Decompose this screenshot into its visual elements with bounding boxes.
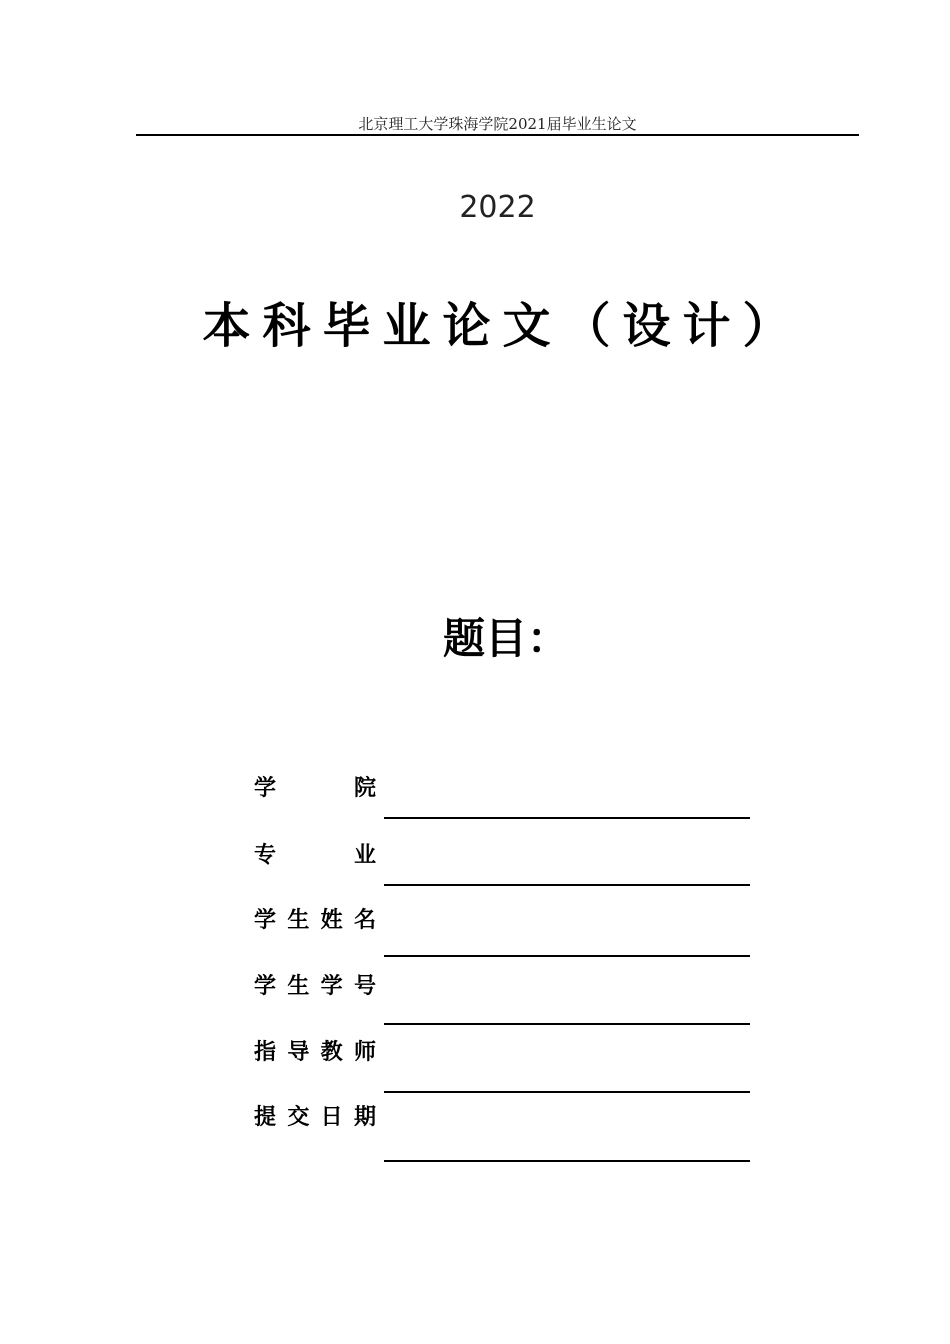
- label-char: 教: [320, 1040, 343, 1065]
- label-char: 期: [353, 1105, 376, 1130]
- header-rule: [136, 134, 859, 136]
- topic-label: 题目：: [442, 614, 569, 663]
- submit-date-fill-line[interactable]: [384, 1160, 750, 1162]
- label-char: 号: [353, 974, 376, 999]
- info-label-submit-date: [254, 1102, 376, 1134]
- label-char: 学: [320, 974, 343, 999]
- student-name-fill-line[interactable]: [384, 955, 750, 957]
- student-id-fill-line[interactable]: [384, 1023, 750, 1025]
- info-row-college: [254, 773, 750, 813]
- major-fill-line[interactable]: [384, 884, 750, 886]
- label-char: 日: [320, 1105, 343, 1130]
- label-char: 学: [254, 974, 277, 999]
- info-label-student-id: [254, 971, 376, 1003]
- label-char: 院: [353, 776, 376, 801]
- label-char: 生: [287, 974, 310, 999]
- label-char: 学: [254, 776, 277, 801]
- info-label-major: [254, 840, 376, 872]
- label-char: 业: [353, 843, 376, 868]
- info-row-student-name: [254, 905, 750, 945]
- info-label-college: [254, 773, 376, 805]
- running-header: 北京理工大学珠海学院2021届毕业生论文: [358, 115, 637, 133]
- label-char: 指: [254, 1040, 277, 1065]
- advisor-fill-line[interactable]: [384, 1091, 750, 1093]
- label-char: 交: [287, 1105, 310, 1130]
- label-char: 生: [287, 908, 310, 933]
- label-char: 专: [254, 843, 277, 868]
- label-char: 提: [254, 1105, 277, 1130]
- label-char: 导: [287, 1040, 310, 1065]
- cover-title: 本科毕业论文（设计）: [202, 298, 803, 354]
- info-row-student-id: [254, 971, 750, 1011]
- label-char: 师: [353, 1040, 376, 1065]
- info-label-student-name: [254, 905, 376, 937]
- info-row-major: [254, 840, 750, 880]
- label-char: 姓: [320, 908, 343, 933]
- college-fill-line[interactable]: [384, 817, 750, 819]
- label-char: 学: [254, 908, 277, 933]
- label-char: 名: [353, 908, 376, 933]
- info-row-submit-date: [254, 1102, 750, 1142]
- info-label-advisor: [254, 1037, 376, 1069]
- cover-year: 2022: [459, 190, 536, 225]
- info-row-advisor: [254, 1037, 750, 1077]
